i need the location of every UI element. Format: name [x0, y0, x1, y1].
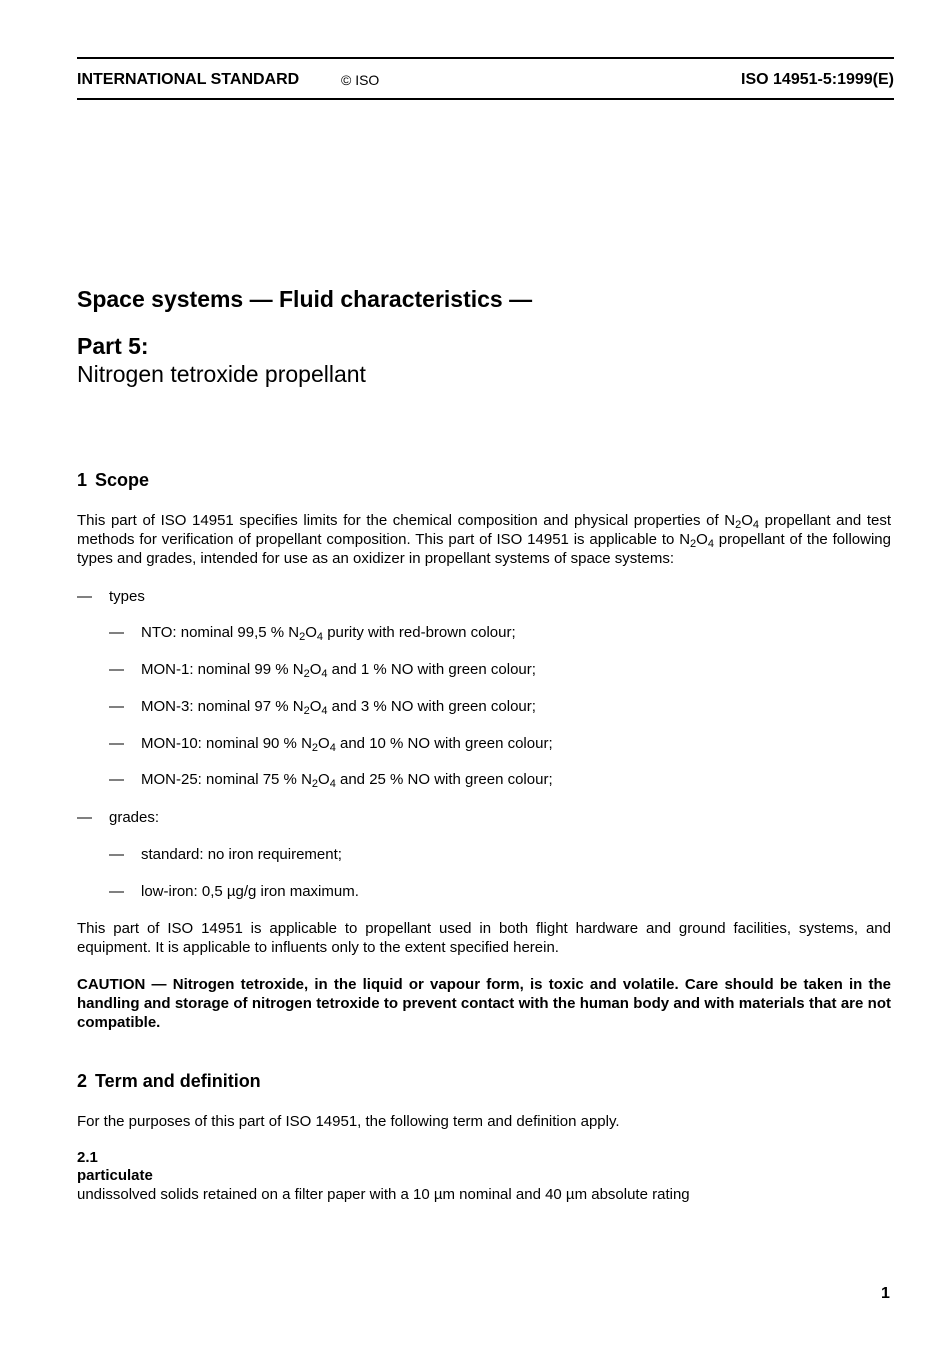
type-item: NTO: nominal 99,5 % $N_2O_4$ purity with red-brown colour; — [141, 624, 516, 643]
applicability-paragraph: This part of ISO 14951 is applicable to propellant used in both flight hardware and ground facilities, systems, and equipment. It is applicable to influents only to the extent specified herein. — [77, 920, 891, 956]
term-number: 2.1 — [77, 1149, 98, 1166]
list-dash: — — [109, 624, 124, 641]
types-label: types — [109, 588, 145, 605]
term-definition: undissolved solids retained on a filter paper with a 10 µm nominal and 40 µm absolute rating — [77, 1186, 690, 1203]
page-number: 1 — [881, 1285, 890, 1302]
header-document-number: ISO 14951-5:1999(E) — [741, 71, 894, 88]
list-dash: — — [109, 698, 124, 715]
caution-paragraph: CAUTION — Nitrogen tetroxide, in the liquid or vapour form, is toxic and volatile. Care should be taken in the handling and storage of nitrogen tetroxide to prevent contact with the human body and with materials that are not compatible. — [77, 976, 891, 1031]
section-2-heading — [77, 1069, 261, 1093]
section-title: Scope — [95, 470, 150, 490]
list-dash: — — [109, 883, 124, 900]
term-name: particulate — [77, 1167, 153, 1184]
type-item: MON-25: nominal 75 % $N_2O_4$ and 25 % NO with green colour; — [141, 771, 553, 790]
grades-label: grades: — [109, 809, 160, 826]
part-label: Part 5: — [77, 333, 149, 359]
list-dash: — — [77, 588, 92, 605]
type-item: MON-10: nominal 90 % $N_2O_4$ and 10 % NO with green colour; — [141, 735, 553, 754]
scope-intro-paragraph: This part of ISO 14951 specifies limits for the chemical composition and physical properties of $N_2O_4$ propellant and test methods for verification of propellant composition. This part of ISO 14951 is applicable to $N_2O_4$ propellant of the following types and grades, intended for use as an oxidizer in propellant systems of space systems: — [77, 512, 891, 567]
grade-item: standard: no iron requirement; — [141, 846, 342, 863]
section-number: 1 — [77, 470, 88, 490]
type-item: MON-1: nominal 99 % $N_2O_4$ and 1 % NO with green colour; — [141, 661, 536, 680]
definitions-intro: For the purposes of this part of ISO 14951, the following term and definition apply. — [77, 1113, 620, 1130]
list-dash: — — [109, 661, 124, 678]
header-bottom-rule — [77, 98, 894, 100]
list-dash: — — [77, 809, 92, 826]
header-top-rule — [77, 57, 894, 59]
grade-item: low-iron: 0,5 µg/g iron maximum. — [141, 883, 359, 900]
type-item: MON-3: nominal 97 % $N_2O_4$ and 3 % NO with green colour; — [141, 698, 536, 717]
section-1-heading — [77, 468, 149, 492]
list-dash: — — [109, 735, 124, 752]
section-number: 2 — [77, 1071, 88, 1091]
document-title: Space systems — Fluid characteristics — — [77, 286, 533, 312]
header-copyright: © ISO — [341, 72, 380, 88]
list-dash: — — [109, 846, 124, 863]
list-dash: — — [109, 771, 124, 788]
part-name: Nitrogen tetroxide propellant — [77, 361, 366, 387]
header-standard-label: INTERNATIONAL STANDARD — [77, 71, 300, 88]
section-title: Term and definition — [95, 1071, 261, 1091]
